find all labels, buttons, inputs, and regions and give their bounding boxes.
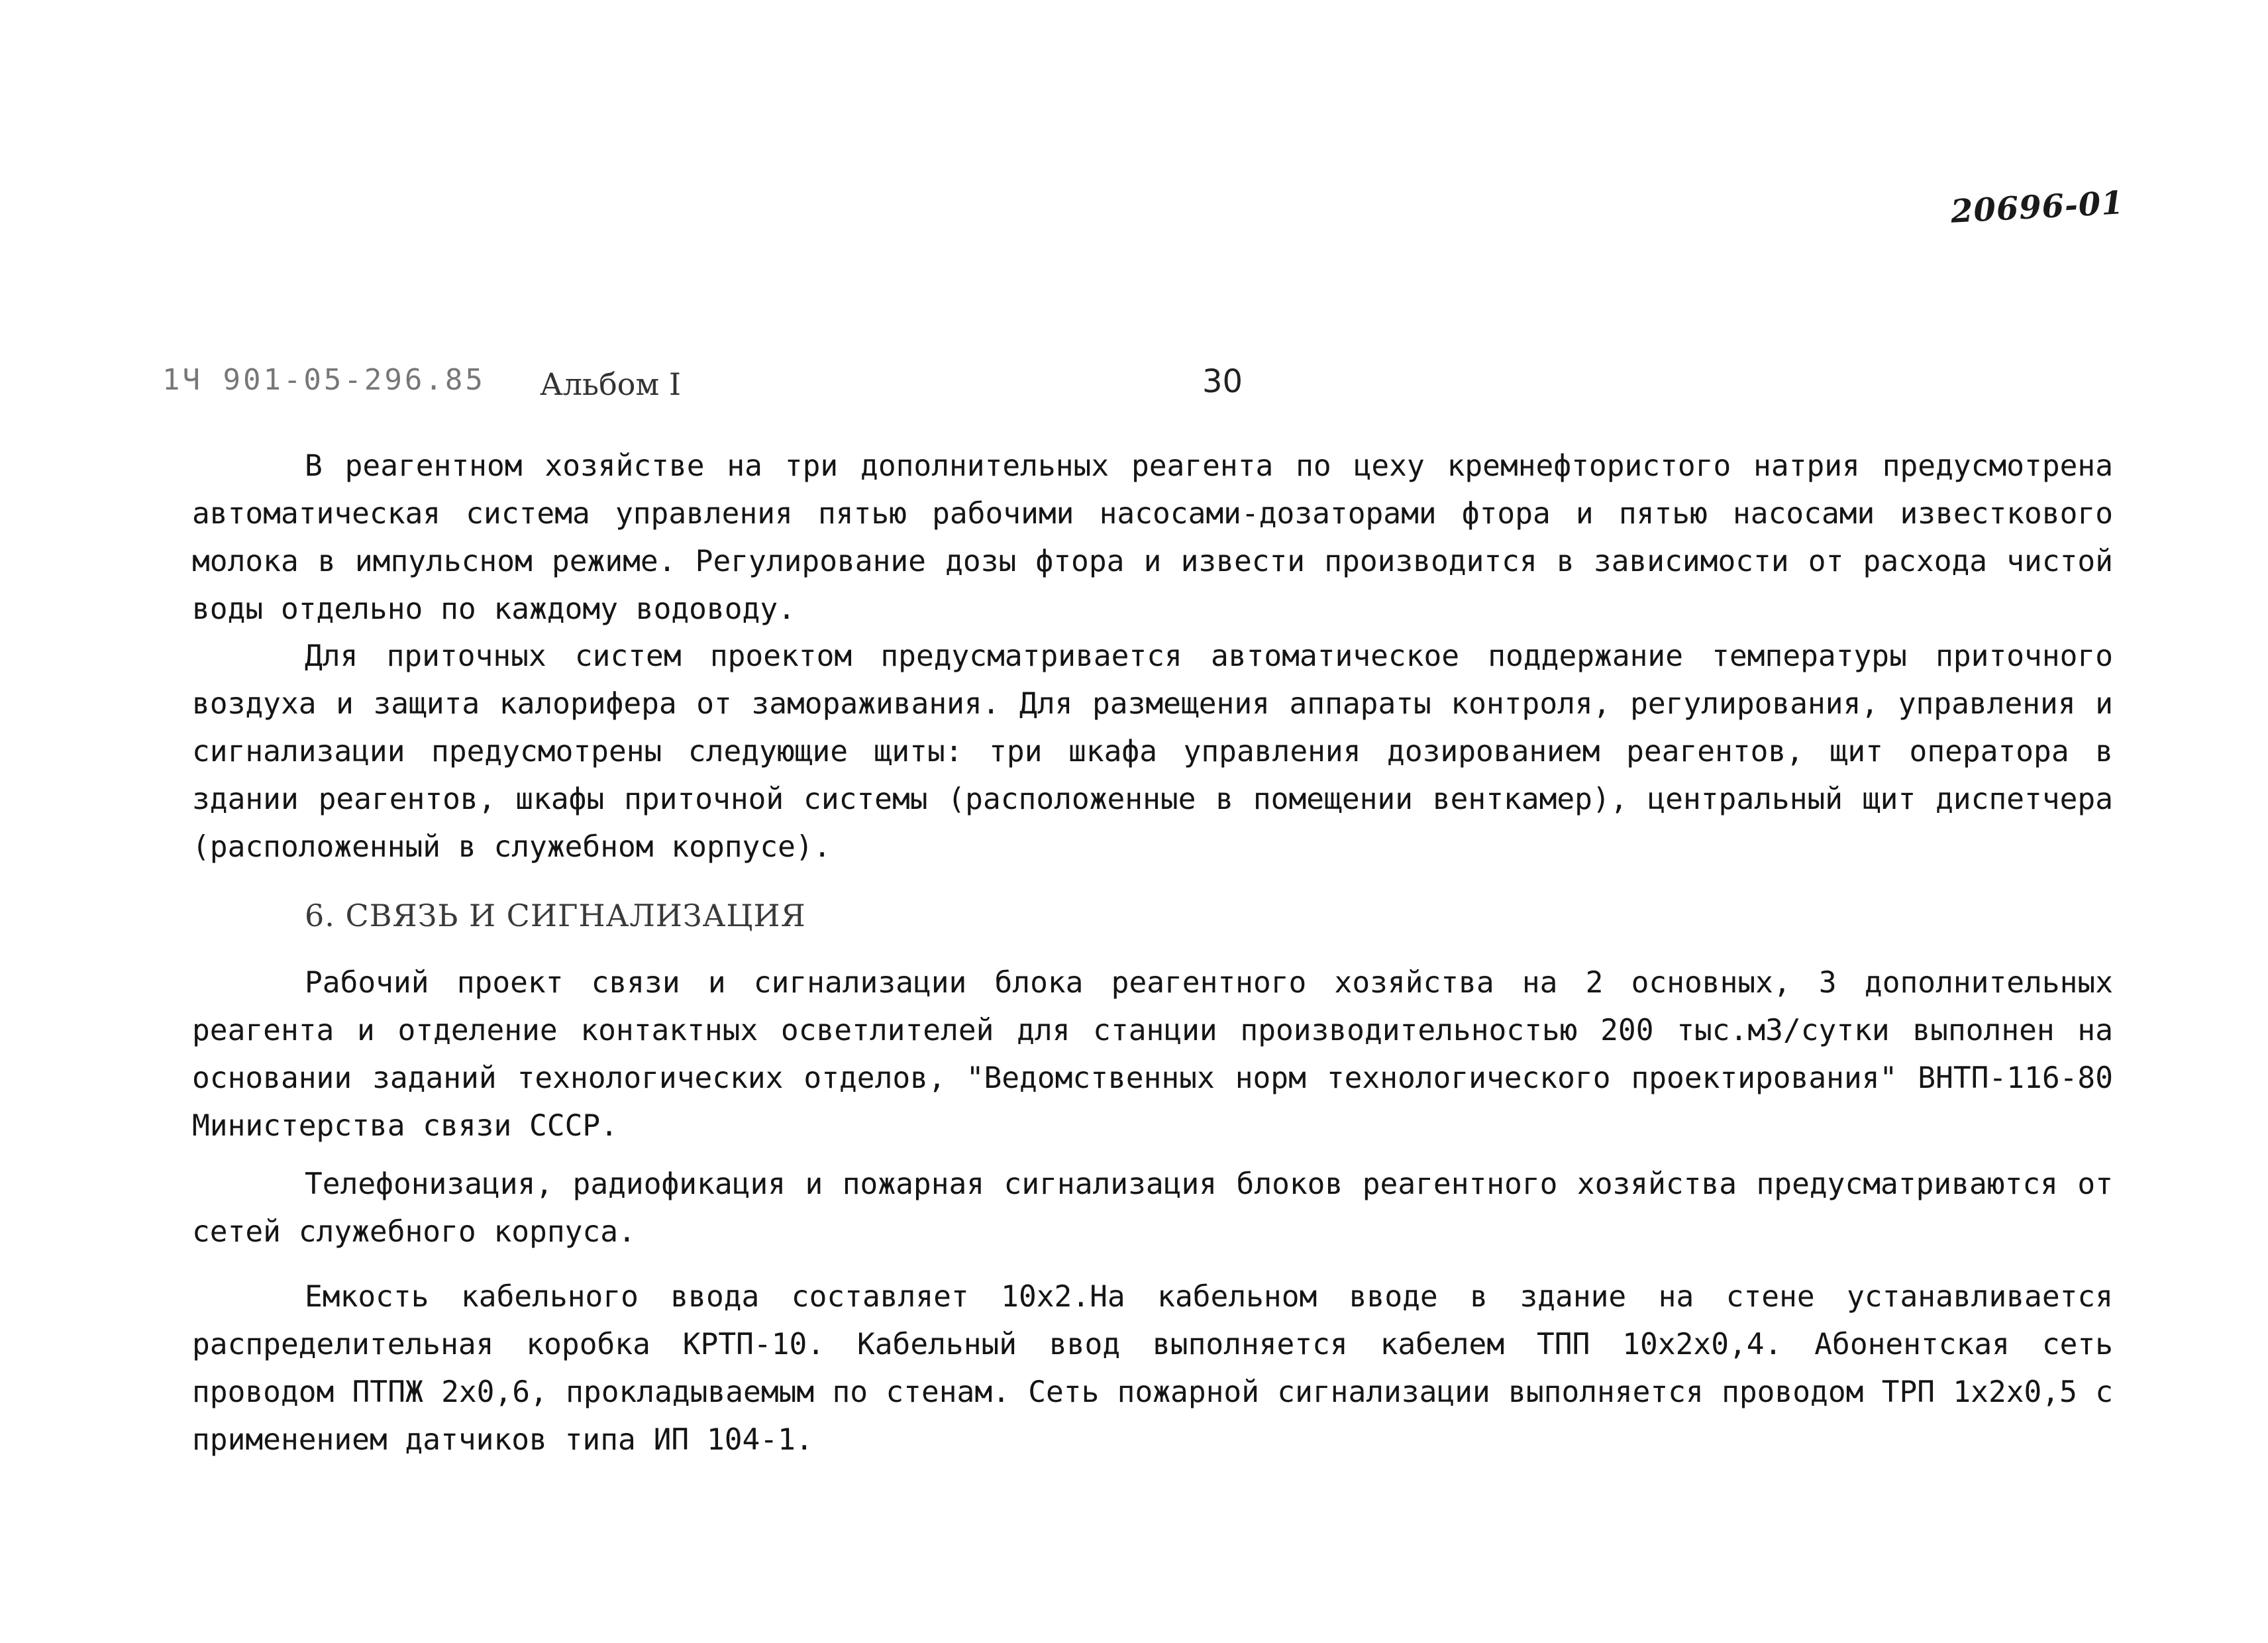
album-label: Альбом I [540,366,682,402]
paragraph-ventilation-control: Для приточных систем проектом предусматривается автоматическое поддержание температуры приточного воздуха и защита калорифера от замораживания. Для размещения аппараты контроля, регулирования, управления и сигнализации предусмотрены следующие щиты: три шкафа управления дозированием реагентов, щит оператора в здании реагентов, шкафы приточной системы (расположенные в помещении венткамер), центральный щит диспетчера (расположенный в служебном корпусе). [192,639,2113,864]
page-number: 30 [1202,363,1243,400]
paragraph-communication-project: Рабочий проект связи и сигнализации блока реагентного хозяйства на 2 основных, 3 дополнительных реагента и отделение контактных осветлителей для станции производительностью 200 тыс.м3/сутки выполнен на основании заданий технологических отделов, "Ведомственных норм технологического проектирования" ВНТП-116-80 Министерства связи СССР. [192,966,2113,1143]
paragraph-cable-entry: Емкость кабельного ввода составляет 10х2.На кабельном вводе в здание на стене устанавливается распределительная коробка КРТП-10. Кабельный ввод выполняется кабелем ТПП 10х2х0,4. Абонентская сеть проводом ПТПЖ 2х0,6, прокладываемым по стенам. Сеть пожарной сигнализации выполняется проводом ТРП 1х2х0,5 с применением датчиков типа ИП 104-1. [192,1280,2113,1457]
section-heading: 6. СВЯЗЬ И СИГНАЛИЗАЦИЯ [305,898,806,933]
handwritten-number: 20696-01 [1949,184,2126,231]
document-code: 1Ч 901-05-296.85 [162,363,486,397]
paragraph-reagent-automation: В реагентном хозяйстве на три дополнительных реагента по цеху кремнефтористого натрия предусмотрена автоматическая система управления пятью рабочими насосами-дозаторами фтора и пятью насосами известкового молока в импульсном режиме. Регулирование дозы фтора и извести производится в зависимости от расхода чистой воды отдельно по каждому водоводу. [192,449,2113,626]
paragraph-telephony: Телефонизация, радиофикация и пожарная сигнализация блоков реагентного хозяйства предусматриваются от сетей служебного корпуса. [192,1167,2113,1249]
